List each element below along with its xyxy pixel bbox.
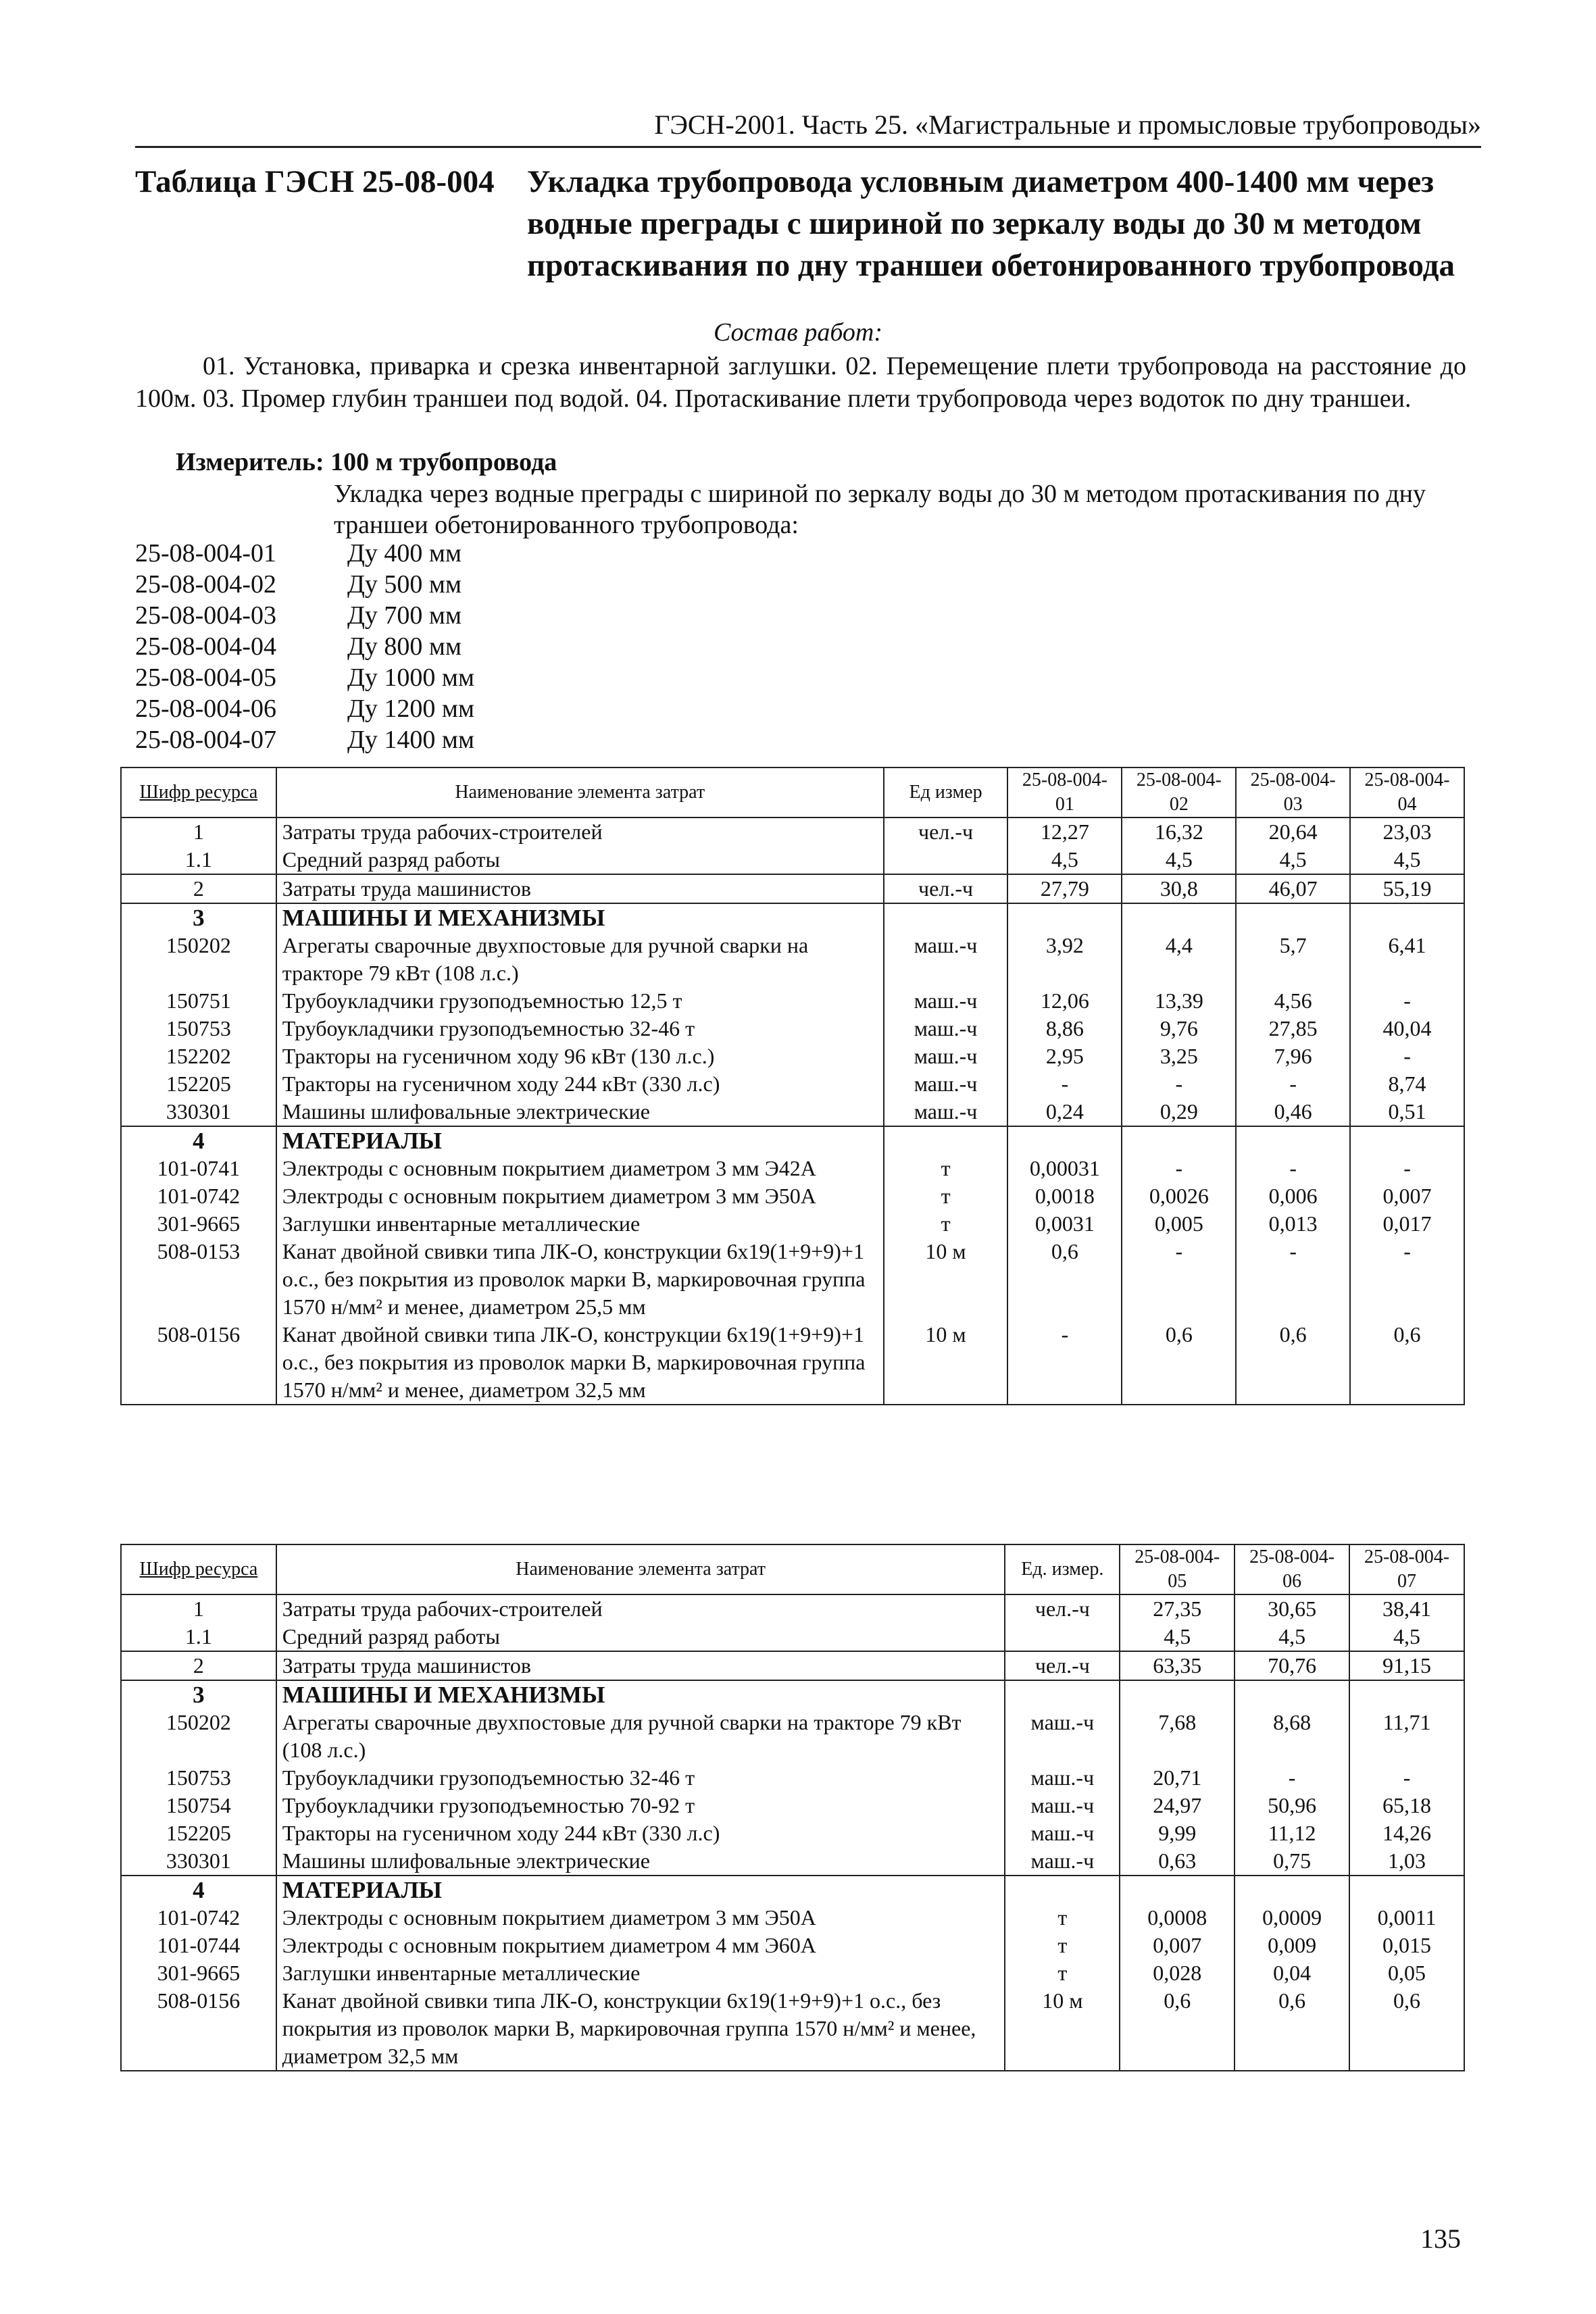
code-list-item [135, 724, 474, 755]
cell-name: Канат двойной свивки типа ЛК-О, конструкции 6х19(1+9+9)+1 о.с., без покрытия из проволок марки В, маркировочная группа 1570 н/мм² и менее, диаметром 25,5 мм [276, 1238, 884, 1321]
table-row [121, 1070, 1464, 1098]
cell-value: 0,006 [1236, 1182, 1350, 1210]
page-number: 135 [1420, 2223, 1461, 2254]
cell-value: 27,35 [1120, 1594, 1235, 1623]
cell-code: 301-9665 [121, 1959, 276, 1987]
work-composition-heading: Состав работ: [713, 318, 883, 347]
cell-value: 91,15 [1349, 1651, 1464, 1680]
cell-code: 2 [121, 1651, 276, 1680]
cell-value: 0,028 [1120, 1959, 1235, 1987]
cell-name: Тракторы на гусеничном ходу 96 кВт (130 л.с.) [276, 1042, 884, 1070]
cell-value: 7,96 [1236, 1042, 1350, 1070]
cell-name: Трубоукладчики грузоподъемностью 12,5 т [276, 987, 884, 1015]
table-header-row [121, 768, 1464, 818]
cell-code: 150202 [121, 932, 276, 987]
cell-value: 0,05 [1349, 1959, 1464, 1987]
cell-value: - [1007, 1070, 1122, 1098]
cell-value: 70,76 [1235, 1651, 1349, 1680]
cell-value: 0,6 [1007, 1238, 1122, 1321]
cell-code: 152202 [121, 1042, 276, 1070]
cell-unit: маш.-ч [1005, 1709, 1120, 1764]
header-col-6: 25-08-004-06 [1235, 1544, 1349, 1594]
table-row [121, 1623, 1464, 1651]
cell-value: - [1350, 1042, 1464, 1070]
cell-value: 0,0026 [1122, 1182, 1236, 1210]
cell-value [1007, 1126, 1122, 1155]
cell-value: 50,96 [1235, 1792, 1349, 1819]
cell-code: 101-0741 [121, 1155, 276, 1182]
cell-code: 4 [121, 1876, 276, 1904]
cell-name: Агрегаты сварочные двухпостовые для ручной сварки на тракторе 79 кВт (108 л.с.) [276, 1709, 1005, 1764]
table-row [121, 1904, 1464, 1932]
code-label: Ду 700 мм [347, 601, 462, 630]
cell-value: 11,12 [1235, 1819, 1349, 1847]
cell-unit [1005, 1876, 1120, 1904]
cell-name: Тракторы на гусеничном ходу 244 кВт (330 л.с) [276, 1070, 884, 1098]
cell-unit: маш.-ч [1005, 1792, 1120, 1819]
cell-value [1235, 1876, 1349, 1904]
cell-value: 2,95 [1007, 1042, 1122, 1070]
cell-value: 0,6 [1120, 1987, 1235, 2071]
cell-unit: т [1005, 1904, 1120, 1932]
cell-value: 7,68 [1120, 1709, 1235, 1764]
table-row [121, 1015, 1464, 1042]
cell-code: 101-0744 [121, 1932, 276, 1959]
cell-value: 63,35 [1120, 1651, 1235, 1680]
running-header: ГЭСН-2001. Часть 25. «Магистральные и промысловые трубопроводы» [135, 108, 1481, 148]
header-code: Шифр ресурса [121, 768, 276, 818]
cell-name: Затраты труда рабочих-строителей [276, 818, 884, 846]
cell-value: 8,68 [1235, 1709, 1349, 1764]
cell-value [1007, 903, 1122, 932]
cell-code: 1 [121, 818, 276, 846]
cell-code: 330301 [121, 1098, 276, 1126]
header-name: Наименование элемента затрат [276, 1544, 1005, 1594]
cell-value: - [1350, 987, 1464, 1015]
cell-value: 12,06 [1007, 987, 1122, 1015]
table-row [121, 874, 1464, 903]
code-list-item [135, 662, 474, 693]
cell-value [1349, 1876, 1464, 1904]
cell-value: - [1122, 1070, 1236, 1098]
cell-value: 0,0008 [1120, 1904, 1235, 1932]
cell-value: 0,0018 [1007, 1182, 1122, 1210]
table-row [121, 1764, 1464, 1792]
cell-value: 16,32 [1122, 818, 1236, 846]
cell-value: 0,6 [1235, 1987, 1349, 2071]
cell-name: Агрегаты сварочные двухпостовые для ручной сварки на тракторе 79 кВт (108 л.с.) [276, 932, 884, 987]
table-row [121, 1792, 1464, 1819]
cell-value: - [1236, 1070, 1350, 1098]
cell-value: 0,63 [1120, 1847, 1235, 1876]
table-row [121, 1042, 1464, 1070]
cell-unit: маш.-ч [884, 932, 1008, 987]
cell-value: 11,71 [1349, 1709, 1464, 1764]
cell-unit: маш.-ч [1005, 1764, 1120, 1792]
cell-value: 4,5 [1236, 846, 1350, 874]
cell-unit: маш.-ч [884, 987, 1008, 1015]
cell-value: 1,03 [1349, 1847, 1464, 1876]
code: 25-08-004-07 [135, 726, 276, 754]
cell-unit: маш.-ч [884, 1015, 1008, 1042]
cell-name: Тракторы на гусеничном ходу 244 кВт (330 л.с) [276, 1819, 1005, 1847]
cell-unit: маш.-ч [884, 1042, 1008, 1070]
cell-value: 0,015 [1349, 1932, 1464, 1959]
cell-code: 150751 [121, 987, 276, 1015]
table-row [121, 846, 1464, 874]
code: 25-08-004-03 [135, 601, 276, 630]
cell-value: 30,65 [1235, 1594, 1349, 1623]
cell-name: Затраты труда рабочих-строителей [276, 1594, 1005, 1623]
cell-value: - [1122, 1155, 1236, 1182]
header-code: Шифр ресурса [121, 1544, 276, 1594]
code-list-item [135, 631, 474, 662]
header-unit: Ед. измер. [1005, 1544, 1120, 1594]
cell-value [1236, 903, 1350, 932]
cell-value: 0,6 [1350, 1321, 1464, 1405]
title-prefix: Таблица ГЭСН 25-08-004 [135, 164, 495, 199]
cell-value: 4,5 [1122, 846, 1236, 874]
cell-value: 0,29 [1122, 1098, 1236, 1126]
cell-code: 150753 [121, 1764, 276, 1792]
cell-code: 150754 [121, 1792, 276, 1819]
cell-name: Затраты труда машинистов [276, 1651, 1005, 1680]
table-row [121, 1321, 1464, 1405]
cell-unit [1005, 1623, 1120, 1651]
cell-value: 8,74 [1350, 1070, 1464, 1098]
cell-value: 24,97 [1120, 1792, 1235, 1819]
cell-unit: маш.-ч [1005, 1819, 1120, 1847]
table-row [121, 1819, 1464, 1847]
cell-name: Трубоукладчики грузоподъемностью 70-92 т [276, 1792, 1005, 1819]
cell-unit: чел.-ч [1005, 1594, 1120, 1623]
cell-value: 0,013 [1236, 1210, 1350, 1238]
cell-value: 4,56 [1236, 987, 1350, 1015]
cell-code: 101-0742 [121, 1904, 276, 1932]
cell-value: 38,41 [1349, 1594, 1464, 1623]
table-row [121, 1932, 1464, 1959]
code: 25-08-004-04 [135, 632, 276, 661]
cell-value: 0,005 [1122, 1210, 1236, 1238]
table-row [121, 987, 1464, 1015]
cell-code: 3 [121, 903, 276, 932]
cell-value: 0,009 [1235, 1932, 1349, 1959]
table-row [121, 1959, 1464, 1987]
cell-value: 3,92 [1007, 932, 1122, 987]
cell-value: 20,64 [1236, 818, 1350, 846]
cell-value: 3,25 [1122, 1042, 1236, 1070]
cell-unit: т [884, 1210, 1008, 1238]
cell-name: МАТЕРИАЛЫ [276, 1126, 884, 1155]
cell-value [1350, 903, 1464, 932]
table-row [121, 1210, 1464, 1238]
cell-code: 152205 [121, 1070, 276, 1098]
table-row [121, 818, 1464, 846]
cell-value: 12,27 [1007, 818, 1122, 846]
code-list-item [135, 693, 474, 724]
cell-value: 13,39 [1122, 987, 1236, 1015]
cell-name: Трубоукладчики грузоподъемностью 32-46 т [276, 1764, 1005, 1792]
cell-name: Канат двойной свивки типа ЛК-О, конструкции 6х19(1+9+9)+1 о.с., без покрытия из проволок марки В, маркировочная группа 1570 н/мм² и менее, диаметром 32,5 мм [276, 1987, 1005, 2071]
cell-value: 0,04 [1235, 1959, 1349, 1987]
cell-code: 508-0156 [121, 1987, 276, 2071]
cell-code: 508-0156 [121, 1321, 276, 1405]
cell-name: Средний разряд работы [276, 1623, 1005, 1651]
code-label: Ду 800 мм [347, 632, 462, 661]
cell-code: 1.1 [121, 846, 276, 874]
cell-unit: чел.-ч [884, 818, 1008, 846]
cell-name: Средний разряд работы [276, 846, 884, 874]
cell-code: 3 [121, 1680, 276, 1709]
cell-value: 40,04 [1350, 1015, 1464, 1042]
cell-value: - [1122, 1238, 1236, 1321]
cell-unit [884, 1126, 1008, 1155]
cell-code: 150753 [121, 1015, 276, 1042]
cell-value: 0,0031 [1007, 1210, 1122, 1238]
code: 25-08-004-06 [135, 695, 276, 723]
cell-name: Затраты труда машинистов [276, 874, 884, 903]
code: 25-08-004-02 [135, 570, 276, 599]
cell-name: Электроды с основным покрытием диаметром 3 мм Э50А [276, 1904, 1005, 1932]
cell-value [1120, 1680, 1235, 1709]
code-label: Ду 400 мм [347, 539, 462, 568]
cell-value: - [1236, 1155, 1350, 1182]
cell-value: 4,5 [1350, 846, 1464, 874]
cell-value: 14,26 [1349, 1819, 1464, 1847]
resource-table-1 [120, 767, 1465, 1405]
cell-name: Канат двойной свивки типа ЛК-О, конструкции 6х19(1+9+9)+1 о.с., без покрытия из проволок марки В, маркировочная группа 1570 н/мм² и менее, диаметром 32,5 мм [276, 1321, 884, 1405]
cell-code: 1 [121, 1594, 276, 1623]
cell-value: 4,5 [1007, 846, 1122, 874]
cell-value: 30,8 [1122, 874, 1236, 903]
code-list-item [135, 569, 474, 600]
cell-value: 4,5 [1120, 1623, 1235, 1651]
cell-value: 4,5 [1235, 1623, 1349, 1651]
cell-code: 301-9665 [121, 1210, 276, 1238]
cell-value: - [1349, 1764, 1464, 1792]
cell-value: 4,4 [1122, 932, 1236, 987]
cell-value: 0,007 [1350, 1182, 1464, 1210]
cell-value: - [1350, 1155, 1464, 1182]
cell-unit: т [1005, 1959, 1120, 1987]
cell-value: 9,99 [1120, 1819, 1235, 1847]
cell-value: 0,6 [1122, 1321, 1236, 1405]
code-label: Ду 1000 мм [347, 663, 475, 692]
cell-value: 0,0011 [1349, 1904, 1464, 1932]
cell-value: - [1235, 1764, 1349, 1792]
cell-value: 0,46 [1236, 1098, 1350, 1126]
table-row [121, 1126, 1464, 1155]
table-row [121, 932, 1464, 987]
cell-value: 8,86 [1007, 1015, 1122, 1042]
cell-code: 101-0742 [121, 1182, 276, 1210]
code-label: Ду 500 мм [347, 570, 462, 599]
cell-code: 508-0153 [121, 1238, 276, 1321]
code-label: Ду 1400 мм [347, 726, 475, 754]
cell-value [1235, 1680, 1349, 1709]
cell-value: 0,017 [1350, 1210, 1464, 1238]
code-label: Ду 1200 мм [347, 695, 475, 723]
cell-unit [1005, 1680, 1120, 1709]
table-row [121, 1098, 1464, 1126]
header-col-4: 25-08-004-04 [1350, 768, 1464, 818]
cell-code: 152205 [121, 1819, 276, 1847]
table-row [121, 903, 1464, 932]
cell-unit: 10 м [884, 1321, 1008, 1405]
header-col-3: 25-08-004-03 [1236, 768, 1350, 818]
cell-name: Трубоукладчики грузоподъемностью 32-46 т [276, 1015, 884, 1042]
cell-name: МАШИНЫ И МЕХАНИЗМЫ [276, 903, 884, 932]
cell-value [1122, 1126, 1236, 1155]
cell-unit: чел.-ч [1005, 1651, 1120, 1680]
cell-value: 23,03 [1350, 818, 1464, 846]
cell-value: 55,19 [1350, 874, 1464, 903]
cell-unit: маш.-ч [884, 1070, 1008, 1098]
cell-value: 6,41 [1350, 932, 1464, 987]
cell-unit: 10 м [1005, 1987, 1120, 2071]
table-row [121, 1155, 1464, 1182]
cell-value [1122, 903, 1236, 932]
cell-code: 150202 [121, 1709, 276, 1764]
code: 25-08-004-01 [135, 539, 276, 568]
code: 25-08-004-05 [135, 663, 276, 692]
cell-value [1236, 1126, 1350, 1155]
cell-name: Машины шлифовальные электрические [276, 1098, 884, 1126]
cell-value: 65,18 [1349, 1792, 1464, 1819]
cell-unit: маш.-ч [884, 1098, 1008, 1126]
cell-value: 27,79 [1007, 874, 1122, 903]
cell-value: 4,5 [1349, 1623, 1464, 1651]
cell-value: - [1350, 1238, 1464, 1321]
cell-unit: 10 м [884, 1238, 1008, 1321]
cell-unit: т [1005, 1932, 1120, 1959]
header-unit: Ед измер [884, 768, 1008, 818]
cell-value [1120, 1876, 1235, 1904]
cell-name: Электроды с основным покрытием диаметром 4 мм Э60А [276, 1932, 1005, 1959]
cell-value: 0,6 [1349, 1987, 1464, 2071]
cell-value: 0,007 [1120, 1932, 1235, 1959]
header-col-1: 25-08-004-01 [1007, 768, 1122, 818]
cell-unit [884, 846, 1008, 874]
cell-unit [884, 903, 1008, 932]
cell-value: 5,7 [1236, 932, 1350, 987]
cell-unit: чел.-ч [884, 874, 1008, 903]
cell-value [1349, 1680, 1464, 1709]
title-text: Укладка трубопровода условным диаметром 400-1400 мм через водные преграды с шириной по зеркалу воды до 30 м методом протаскивания по дну траншеи обетонированного трубопровода [527, 164, 1455, 283]
cell-unit: маш.-ч [1005, 1847, 1120, 1876]
table-row [121, 1987, 1464, 2071]
work-composition-text: 01. Установка, приварка и срезка инвентарной заглушки. 02. Перемещение плети трубопровода на расстояние до 100м. 03. Промер глубин траншеи под водой. 04. Протаскивание плети трубопровода через водоток по дну траншеи. [135, 352, 1466, 413]
cell-unit: т [884, 1182, 1008, 1210]
table-row [121, 1182, 1464, 1210]
table-row [121, 1847, 1464, 1876]
cell-value: - [1236, 1238, 1350, 1321]
table-row [121, 1651, 1464, 1680]
code-list [135, 538, 474, 755]
cell-value [1350, 1126, 1464, 1155]
meter-line: Измеритель: 100 м трубопровода [176, 448, 557, 476]
cell-name: МАШИНЫ И МЕХАНИЗМЫ [276, 1680, 1005, 1709]
table-row [121, 1680, 1464, 1709]
cell-value: 0,51 [1350, 1098, 1464, 1126]
header-col-2: 25-08-004-02 [1122, 768, 1236, 818]
cell-value: 9,76 [1122, 1015, 1236, 1042]
resource-table-2 [120, 1544, 1465, 2071]
cell-value: 0,75 [1235, 1847, 1349, 1876]
cell-value: 0,6 [1236, 1321, 1350, 1405]
header-col-5: 25-08-004-05 [1120, 1544, 1235, 1594]
cell-name: Заглушки инвентарные металлические [276, 1210, 884, 1238]
code-list-item [135, 600, 474, 631]
header-col-7: 25-08-004-07 [1349, 1544, 1464, 1594]
table-row [121, 1238, 1464, 1321]
cell-name: Электроды с основным покрытием диаметром 3 мм Э50А [276, 1182, 884, 1210]
cell-code: 1.1 [121, 1623, 276, 1651]
table-row [121, 1709, 1464, 1764]
cell-name: Электроды с основным покрытием диаметром 3 мм Э42А [276, 1155, 884, 1182]
cell-value: - [1007, 1321, 1122, 1405]
cell-code: 2 [121, 874, 276, 903]
code-list-item [135, 538, 474, 569]
table-header-row [121, 1544, 1464, 1594]
cell-value: 0,00031 [1007, 1155, 1122, 1182]
intro-text: Укладка через водные преграды с шириной по зеркалу воды до 30 м методом протаскивания по дну траншеи обетонированного трубопровода: [334, 480, 1426, 539]
cell-value: 20,71 [1120, 1764, 1235, 1792]
table-row [121, 1594, 1464, 1623]
cell-value: 0,24 [1007, 1098, 1122, 1126]
header-name: Наименование элемента затрат [276, 768, 884, 818]
cell-unit: т [884, 1155, 1008, 1182]
cell-value: 27,85 [1236, 1015, 1350, 1042]
cell-value: 0,0009 [1235, 1904, 1349, 1932]
cell-code: 330301 [121, 1847, 276, 1876]
cell-name: МАТЕРИАЛЫ [276, 1876, 1005, 1904]
cell-code: 4 [121, 1126, 276, 1155]
table-row [121, 1876, 1464, 1904]
cell-name: Машины шлифовальные электрические [276, 1847, 1005, 1876]
cell-name: Заглушки инвентарные металлические [276, 1959, 1005, 1987]
cell-value: 46,07 [1236, 874, 1350, 903]
